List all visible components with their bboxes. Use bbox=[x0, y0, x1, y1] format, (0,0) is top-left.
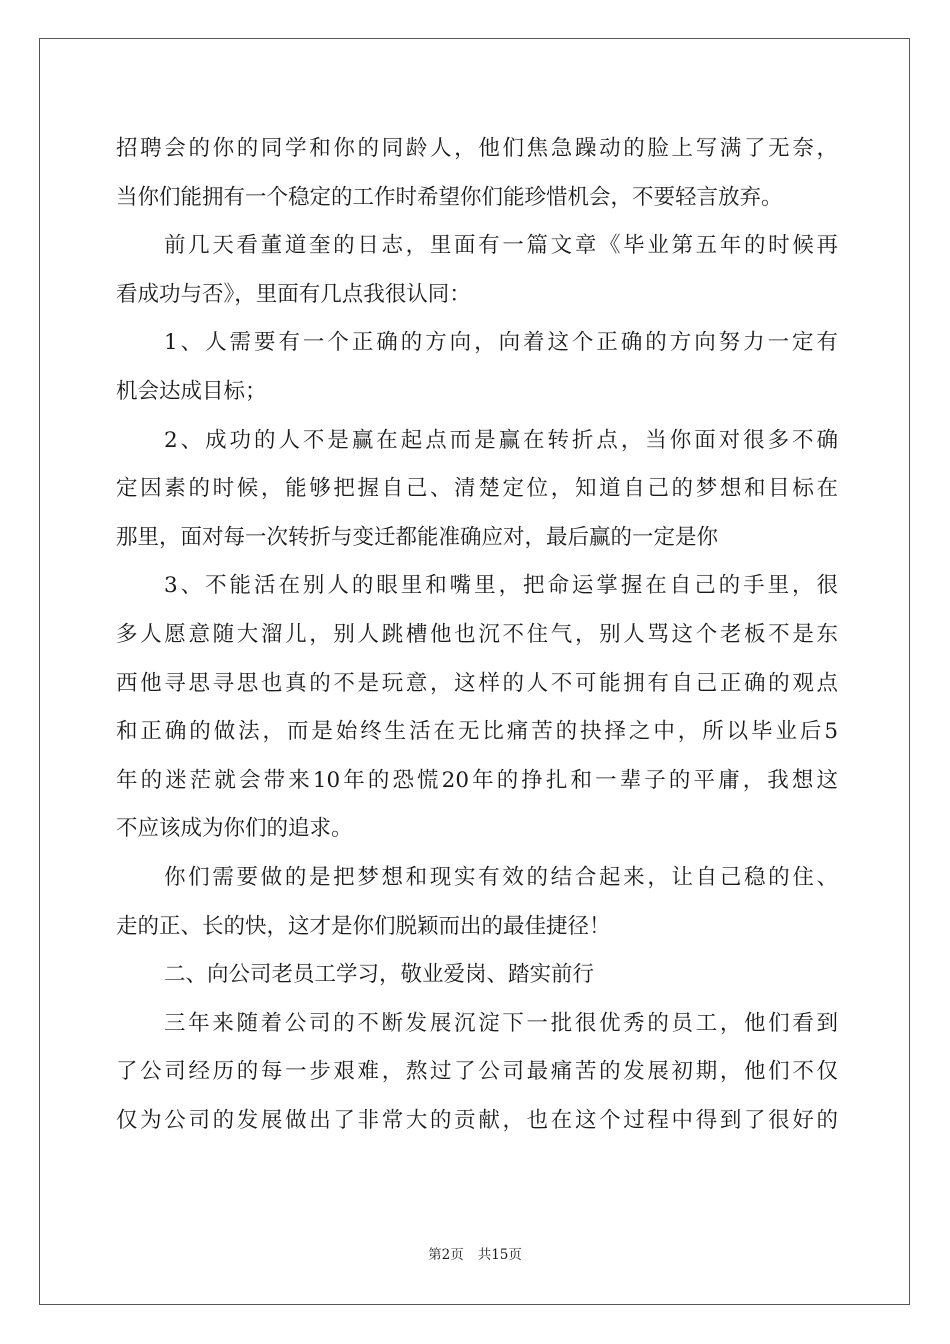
text-line: 前几天看董道奎的日志，里面有一篇文章《毕业第五年的时候再 bbox=[164, 233, 838, 259]
text-line: 你们需要做的是把梦想和现实有效的结合起来，让自己稳的住、 bbox=[164, 864, 838, 890]
text-line: 仅为公司的发展做出了非常大的贡献，也在这个过程中得到了很好的 bbox=[116, 1107, 838, 1133]
list-item-3-line: 和正确的做法，而是始终生活在无比痛苦的抉择之中，所以毕业后5 bbox=[116, 719, 838, 745]
list-item-3-line: 不应该成为你们的追求。 bbox=[116, 816, 353, 842]
list-item-3-line: 3、不能活在别人的眼里和嘴里，把命运掌握在自己的手里，很 bbox=[164, 573, 838, 599]
list-item-1-line: 机会达成目标； bbox=[116, 378, 267, 404]
text-line: 三年来随着公司的不断发展沉淀下一批很优秀的员工，他们看到 bbox=[164, 1010, 838, 1036]
list-item-3-line: 年的迷茫就会带来10年的恐慌20年的挣扎和一辈子的平庸，我想这 bbox=[116, 767, 838, 793]
section-heading: 二、向公司老员工学习，敬业爱岗、踏实前行 bbox=[164, 962, 595, 988]
text-line: 看成功与否》，里面有几点我很认同： bbox=[116, 281, 471, 307]
list-item-1-line: 1、人需要有一个正确的方向，向着这个正确的方向努力一定有 bbox=[164, 330, 838, 356]
list-item-3-line: 西他寻思寻思也真的不是玩意，这样的人不可能拥有自己正确的观点 bbox=[116, 670, 838, 696]
list-item-2-line: 定因素的时候，能够把握自己、清楚定位，知道自己的梦想和目标在 bbox=[116, 476, 838, 502]
text-line: 了公司经历的每一步艰难，熬过了公司最痛苦的发展初期，他们不仅 bbox=[116, 1059, 838, 1085]
list-item-3-line: 多人愿意随大溜儿，别人跳槽他也沉不住气，别人骂这个老板不是东 bbox=[116, 621, 838, 647]
page-total: 共15页 bbox=[477, 1247, 522, 1263]
text-line: 当你们能拥有一个稳定的工作时希望你们能珍惜机会，不要轻言放弃。 bbox=[116, 184, 783, 210]
list-item-2-line: 2、成功的人不是赢在起点而是赢在转折点，当你面对很多不确 bbox=[164, 427, 838, 453]
text-line: 招聘会的你的同学和你的同龄人，他们焦急躁动的脸上写满了无奈， bbox=[116, 136, 838, 161]
document-body bbox=[116, 125, 838, 1145]
list-item-2-line: 那里，面对每一次转折与变迁都能准确应对，最后赢的一定是你 bbox=[116, 524, 719, 550]
page-number: 第2页 bbox=[428, 1247, 464, 1263]
text-line: 走的正、长的快，这才是你们脱颖而出的最佳捷径！ bbox=[116, 913, 611, 939]
page-footer bbox=[0, 1246, 950, 1264]
